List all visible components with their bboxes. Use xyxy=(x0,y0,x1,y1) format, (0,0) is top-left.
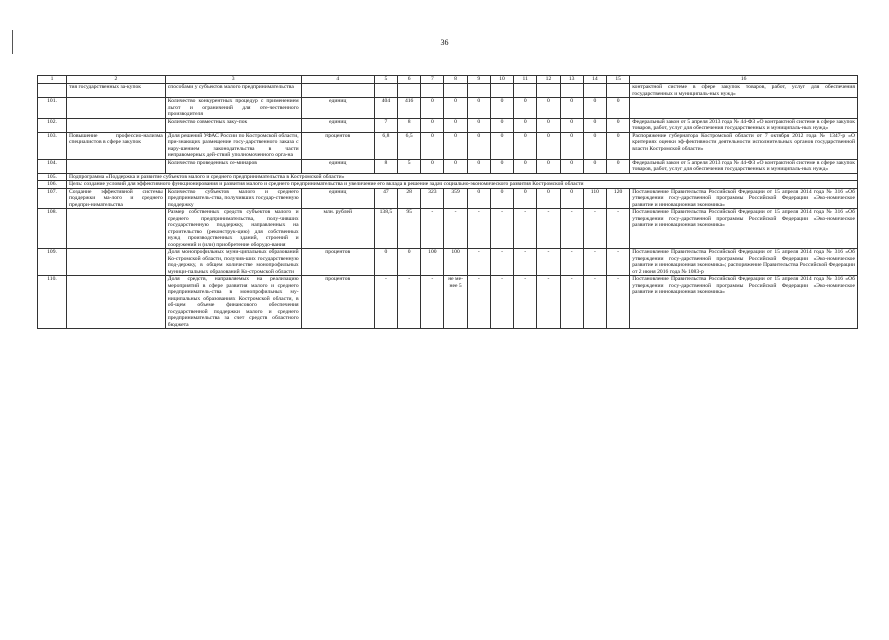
table-cell xyxy=(67,209,166,249)
table-cell: 0 xyxy=(537,188,560,209)
table-cell: процентов xyxy=(301,276,374,329)
column-number: 10 xyxy=(490,76,513,84)
table-cell: 120 xyxy=(607,188,630,209)
table-cell: - xyxy=(583,249,606,276)
table-cell: 0 xyxy=(490,132,513,159)
table-cell: - xyxy=(607,249,630,276)
table-cell xyxy=(490,84,513,98)
table-cell: Распоряжение губернатора Костромской области от 7 октября 2012 года № 1347-р «О критериях оценки эф-фективности деятельности исполнительных органов государственной власти Костромской области» xyxy=(630,132,858,159)
table-cell xyxy=(67,276,166,329)
table-cell xyxy=(421,84,444,98)
table-cell: - xyxy=(444,209,467,249)
table-cell: 138,5 xyxy=(374,209,397,249)
table-cell: - xyxy=(607,276,630,329)
table-cell: 101. xyxy=(38,98,67,119)
table-cell: тия государственных за-купок xyxy=(67,84,166,98)
table-cell xyxy=(630,98,858,119)
table-cell: 0 xyxy=(537,132,560,159)
table-cell: Федеральный закон от 5 апреля 2013 года № 44-ФЗ «О контрактной системе в сфере закупок товаров, работ, услуг для обеспечения государственных и муниципаль-ных нужд» xyxy=(630,118,858,132)
column-number: 9 xyxy=(467,76,490,84)
page-number: 36 xyxy=(440,38,449,47)
table-cell: 0 xyxy=(537,98,560,119)
table-cell: 0 xyxy=(607,159,630,173)
table-cell: 0 xyxy=(490,118,513,132)
table-cell xyxy=(467,84,490,98)
table-cell: - xyxy=(467,249,490,276)
table-row xyxy=(38,159,858,173)
table-cell: 0 xyxy=(537,118,560,132)
table-cell: 0 xyxy=(490,159,513,173)
table-cell: - xyxy=(514,249,537,276)
table-row xyxy=(38,118,858,132)
table-cell: Постановление Правительства Российской Федерации от 15 апреля 2014 года № 316 «Об утверждении госу-дарственной программы Российской Федерации «Эко-номическое развитие и инновационная экономика» xyxy=(630,188,858,209)
column-number: 2 xyxy=(67,76,166,84)
column-number: 13 xyxy=(560,76,583,84)
table-cell: 0 xyxy=(583,159,606,173)
table-cell: 0 xyxy=(444,159,467,173)
table-cell: млн. рублей xyxy=(301,209,374,249)
table-row xyxy=(38,249,858,276)
table-cell: 110. xyxy=(38,276,67,329)
table-cell xyxy=(67,159,166,173)
table-cell: Федеральный закон от 5 апреля 2013 года № 44-ФЗ «О контрактной системе в сфере закупок товаров, работ, услуг для обеспечения государственных и муниципаль-ных нужд» xyxy=(630,159,858,173)
table-cell: 0 xyxy=(444,118,467,132)
table-cell: Количество конкурентных процедур с применением льгот и ограничений для оте-чественного производителя xyxy=(165,98,301,119)
table-cell: 0 xyxy=(583,98,606,119)
table-cell: - xyxy=(421,209,444,249)
table-cell: процентов xyxy=(301,249,374,276)
table-cell: - xyxy=(398,276,421,329)
table-cell xyxy=(583,84,606,98)
table-cell xyxy=(67,98,166,119)
table-cell: 0 xyxy=(537,159,560,173)
table-cell xyxy=(514,84,537,98)
table-cell: - xyxy=(537,276,560,329)
table-cell: - xyxy=(374,276,397,329)
section-heading: Подпрограмма «Поддержка и развитие субъектов малого и среднего предпринимательства в Костромской области» xyxy=(67,173,858,181)
table-cell: 110 xyxy=(583,188,606,209)
table-cell: 0 xyxy=(560,188,583,209)
table-cell: Количество совместных заку-пок xyxy=(165,118,301,132)
table-cell: - xyxy=(421,276,444,329)
column-number: 3 xyxy=(165,76,301,84)
table-cell: 5 xyxy=(398,159,421,173)
table-cell: 0 xyxy=(467,98,490,119)
table-cell: 6,8 xyxy=(374,132,397,159)
section-heading: Цель: создание условий для эффективного функционирования и развития малого и среднего предпринимательства и увеличение его вклада в решение задач социально-экономического развития Костромской области xyxy=(67,181,858,189)
table-cell: 0 xyxy=(467,188,490,209)
table-cell: 0 xyxy=(560,118,583,132)
table-cell: 0 xyxy=(514,188,537,209)
table-cell: Доля средств, направляемых на реализацию мероприятий в сфере развития малого и среднего предприниматель-ства в монопрофильных му-ниципальных образованиях Костромской области, в об-щем объеме финансового обеспечения государственной поддержки малого и среднего предпринимательства за счет средств областного бюджета xyxy=(165,276,301,329)
table-cell: - xyxy=(537,209,560,249)
table-cell: 0 xyxy=(398,249,421,276)
table-cell: 323 xyxy=(421,188,444,209)
table-cell xyxy=(38,84,67,98)
table-cell: 107. xyxy=(38,188,67,209)
table-cell: единиц xyxy=(301,98,374,119)
table-cell: 0 xyxy=(583,132,606,159)
table-cell: 0 xyxy=(607,98,630,119)
table-cell: способами у субъектов малого предпринимательства xyxy=(165,84,301,98)
table-cell: 0 xyxy=(444,98,467,119)
table-cell: Доля монопрофильных муни-ципальных образований Ко-стромской области, получив-ших государственную под-держку, в общем количестве монопрофильных муници-пальных образований Ко-стромской области xyxy=(165,249,301,276)
table-cell: 0 xyxy=(514,118,537,132)
table-cell: 0 xyxy=(514,132,537,159)
table-cell: 0 xyxy=(560,159,583,173)
table-cell: 100 xyxy=(421,249,444,276)
column-number: 14 xyxy=(583,76,606,84)
table-cell: Количество субъектов малого и среднего предприниматель-ства, получивших государ-ственную поддержку xyxy=(165,188,301,209)
table-cell: единиц xyxy=(301,188,374,209)
table-cell: Количество проведенных се-минаров xyxy=(165,159,301,173)
table-cell: Постановление Правительства Российской Федерации от 15 апреля 2014 года № 316 «Об утверждении госу-дарственной программы Российской Федерации «Эко-номическое развитие и инновационная экономика» xyxy=(630,209,858,249)
column-number: 12 xyxy=(537,76,560,84)
table-cell: не ме-нее 5 xyxy=(444,276,467,329)
table-cell: - xyxy=(467,276,490,329)
table-cell: 0 xyxy=(490,98,513,119)
table-cell: 0 xyxy=(467,132,490,159)
table-cell: 0 xyxy=(490,188,513,209)
table-cell: 100 xyxy=(444,249,467,276)
table-cell: 109. xyxy=(38,249,67,276)
table-cell: 8 xyxy=(398,118,421,132)
table-cell: 0 xyxy=(467,159,490,173)
table-cell: - xyxy=(514,276,537,329)
table-cell: - xyxy=(490,276,513,329)
table-cell: 416 xyxy=(398,98,421,119)
indicators-table xyxy=(37,75,858,329)
table-row xyxy=(38,276,858,329)
table-cell xyxy=(444,84,467,98)
table-cell: - xyxy=(607,209,630,249)
table-cell: 0 xyxy=(467,118,490,132)
table-cell: Повышение профессио-нализма специалистов в сфере закупок xyxy=(67,132,166,159)
table-cell: - xyxy=(560,276,583,329)
table-cell: 0 xyxy=(421,159,444,173)
table-cell: 0 xyxy=(514,159,537,173)
table-row xyxy=(38,209,858,249)
table-cell: 0 xyxy=(444,132,467,159)
table-cell: 404 xyxy=(374,98,397,119)
table-cell: 28 xyxy=(398,188,421,209)
table-row xyxy=(38,98,858,119)
table-cell: 0 xyxy=(421,98,444,119)
table-cell: Создание эффективной системы поддержки ма-лого и среднего предпри-нимательства xyxy=(67,188,166,209)
row-number: 105. xyxy=(38,173,67,181)
table-cell: 8 xyxy=(374,159,397,173)
subprogram-row xyxy=(38,173,858,181)
table-cell xyxy=(607,84,630,98)
table-cell: - xyxy=(583,209,606,249)
table-cell: - xyxy=(560,249,583,276)
table-cell: - xyxy=(583,276,606,329)
column-number: 8 xyxy=(444,76,467,84)
table-cell: 6,5 xyxy=(398,132,421,159)
column-number: 11 xyxy=(514,76,537,84)
table-cell: контрактной системе в сфере закупок товаров, работ, услуг для обеспечения государственных и муниципаль-ных нужд» xyxy=(630,84,858,98)
table-cell: Постановление Правительства Российской Федерации от 15 апреля 2014 года № 316 «Об утверждении госу-дарственной программы Российской Федерации «Эко-номическое развитие и инновационная экономика»; распоряжение Правительства Российской Федерации от 2 июня 2016 года № 1083-р xyxy=(630,249,858,276)
table-cell: 0 xyxy=(560,132,583,159)
table-cell: 0 xyxy=(514,98,537,119)
table-cell: 359 xyxy=(444,188,467,209)
table-cell: - xyxy=(537,249,560,276)
table-cell: 7 xyxy=(374,118,397,132)
column-number: 4 xyxy=(301,76,374,84)
table-cell: Размер собственных средств субъектов малого и среднего предпринимательства, полу-чивших государственную поддержку, направленных на строительство (реконструк-цию) для собственных нужд производственных зданий, строений и сооружений и (или) приобретение оборудо-вания xyxy=(165,209,301,249)
column-number: 15 xyxy=(607,76,630,84)
table-row xyxy=(38,188,858,209)
table-cell xyxy=(67,118,166,132)
table-cell: - xyxy=(467,209,490,249)
table-cell: Постановление Правительства Российской Федерации от 15 апреля 2014 года № 316 «Об утверждении госу-дарственной программы Российской Федерации «Эко-номическое развитие и инновационная экономика» xyxy=(630,276,858,329)
table-cell: 0 xyxy=(607,132,630,159)
table-row xyxy=(38,132,858,159)
column-number-header xyxy=(38,76,858,84)
table-cell xyxy=(67,249,166,276)
table-cell xyxy=(560,84,583,98)
goal-row xyxy=(38,181,858,189)
column-number: 1 xyxy=(38,76,67,84)
table-cell: единиц xyxy=(301,159,374,173)
table-cell: - xyxy=(560,209,583,249)
table-cell: 102. xyxy=(38,118,67,132)
table-cell xyxy=(374,84,397,98)
column-number: 7 xyxy=(421,76,444,84)
table-cell xyxy=(301,84,374,98)
table-cell: 108. xyxy=(38,209,67,249)
table-cell: единиц xyxy=(301,118,374,132)
table-cell: 0 xyxy=(374,249,397,276)
table-cell: 47 xyxy=(374,188,397,209)
table-cell: 103. xyxy=(38,132,67,159)
table-cell: - xyxy=(490,249,513,276)
table-cell: - xyxy=(490,209,513,249)
table-cell: Доля решений УФАС России по Костромской области, при-знающих размещение госу-дарственного заказа с нару-шением законодательства в части неправомерных дей-ствий уполномоченного орга-на xyxy=(165,132,301,159)
table-cell: 0 xyxy=(583,118,606,132)
table-row xyxy=(38,84,858,98)
table-cell: 0 xyxy=(560,98,583,119)
table-cell: 104. xyxy=(38,159,67,173)
table-cell xyxy=(398,84,421,98)
table-cell: 0 xyxy=(421,132,444,159)
column-number: 5 xyxy=(374,76,397,84)
table-cell: 95 xyxy=(398,209,421,249)
table-cell: процентов xyxy=(301,132,374,159)
table-cell: 0 xyxy=(607,118,630,132)
column-number: 6 xyxy=(398,76,421,84)
table-cell: 0 xyxy=(421,118,444,132)
row-number: 106. xyxy=(38,181,67,189)
table-cell: - xyxy=(514,209,537,249)
column-number: 16 xyxy=(630,76,858,84)
table-cell xyxy=(537,84,560,98)
